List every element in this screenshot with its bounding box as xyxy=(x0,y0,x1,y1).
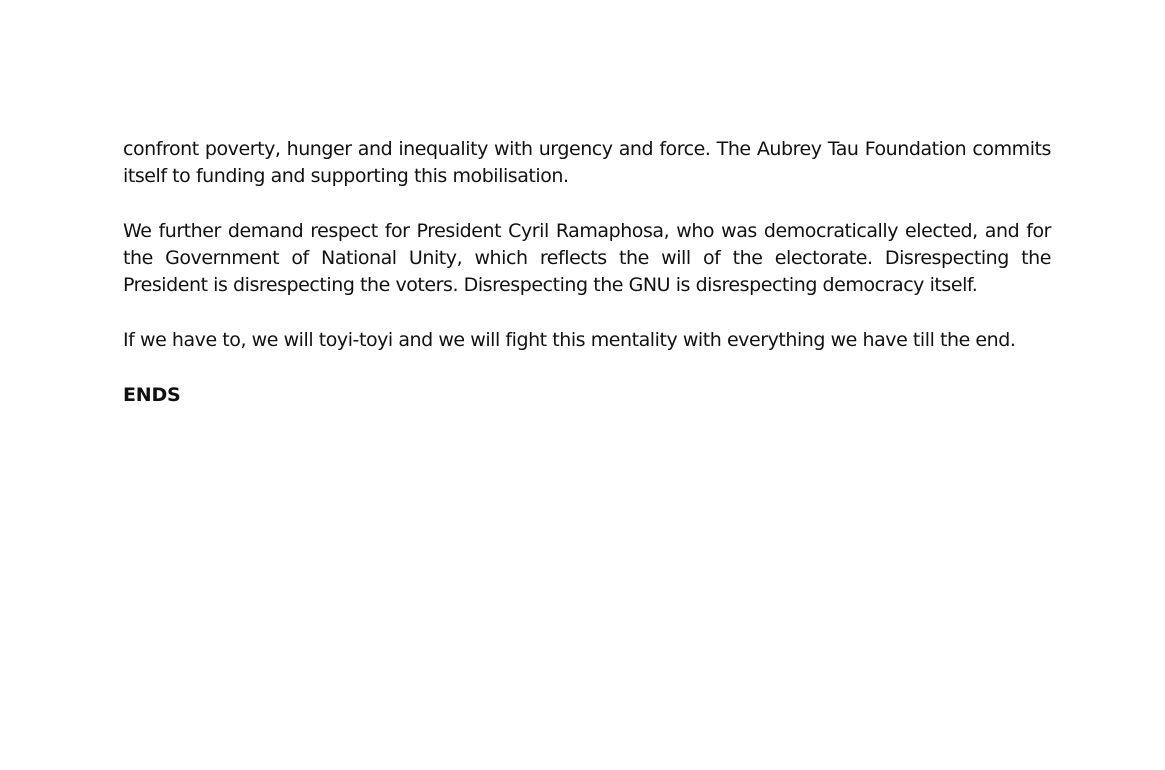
paragraph-funding-commitment: confront poverty, hunger and inequality with urgency and force. The Aubrey Tau Foundation commits itself to funding and supporting this mobilisation. xyxy=(123,138,1051,187)
paragraph-toyi-toyi: If we have to, we will toyi-toyi and we will fight this mentality with everything we have till the end. xyxy=(123,329,1016,351)
closing-ends: ENDS xyxy=(123,384,181,406)
paragraph-respect-demand: We further demand respect for President Cyril Ramaphosa, who was democratically elected, and for the Government of National Unity, which reflects the will of the electorate. Disrespecting the President is disrespecting the voters. Disrespecting the GNU is disrespecting democracy itself. xyxy=(123,220,1051,296)
document-body xyxy=(123,136,1051,409)
